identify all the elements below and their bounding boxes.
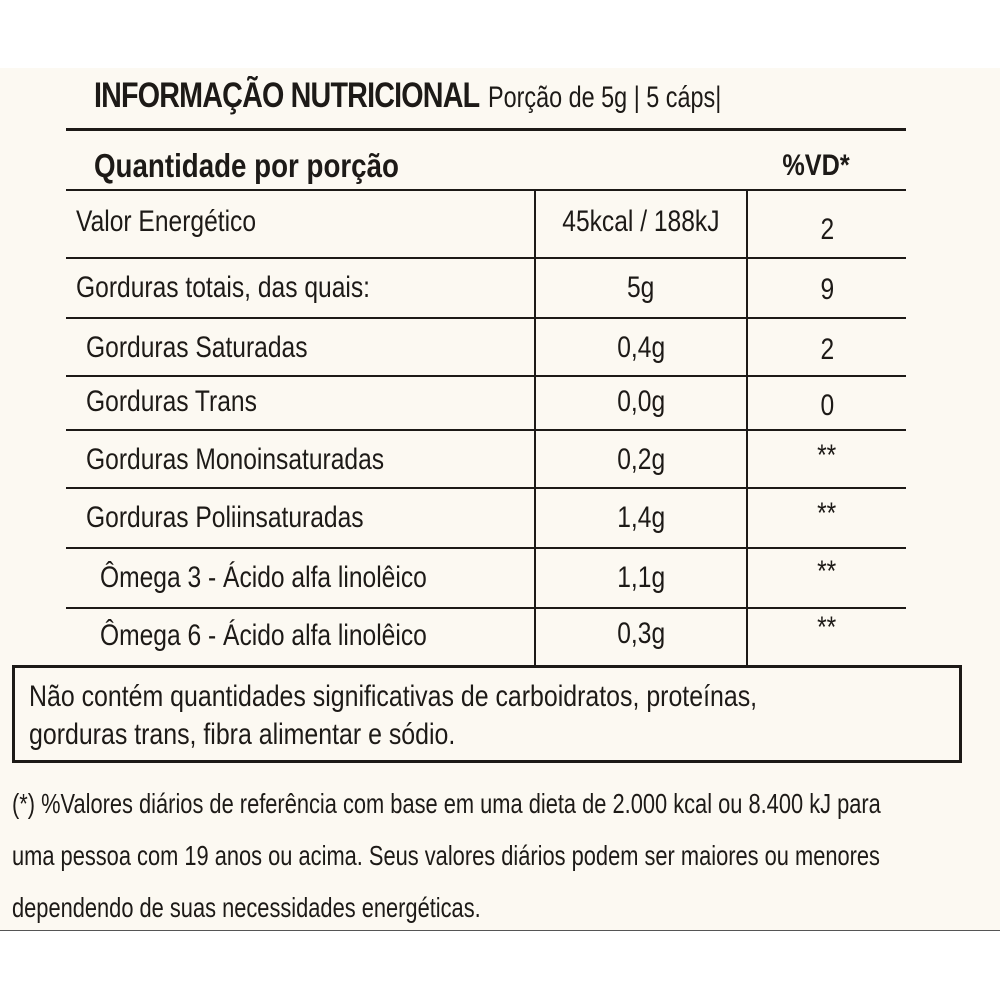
footnote-line: (*) %Valores diários de referência com base em uma dieta de 2.000 kcal ou 8.400 kJ para: [12, 788, 881, 819]
vd-header: %VD*: [782, 149, 850, 182]
header-divider: [66, 189, 906, 191]
nutrient-name: Gorduras Saturadas: [86, 331, 308, 364]
nutrient-name: Gorduras Trans: [86, 385, 257, 418]
nutrient-vd: **: [817, 611, 837, 644]
nutrient-vd: 2: [820, 333, 834, 366]
nutrient-amount: 0,0g: [617, 385, 665, 418]
notice-line: Não contém quantidades significativas de carboidratos, proteínas,: [29, 680, 758, 713]
nutrient-amount: 0,2g: [617, 443, 665, 476]
nutrient-name: Ômega 6 - Ácido alfa linolêico: [100, 619, 427, 652]
nutrient-amount: 0,4g: [617, 331, 665, 364]
nutrient-name: Gorduras totais, das quais:: [76, 271, 370, 304]
quantity-header: Quantidade por porção: [94, 147, 399, 184]
nutrient-amount: 0,3g: [617, 617, 665, 650]
nutrient-amount: 1,4g: [617, 501, 665, 534]
footnote: [12, 778, 1000, 934]
notice-line: gorduras trans, fibra alimentar e sódio.: [29, 718, 456, 751]
nutrient-vd: **: [817, 497, 837, 530]
nutrient-vd: 9: [820, 273, 834, 306]
nutrient-name: Valor Energético: [76, 205, 257, 238]
nutrient-amount: 1,1g: [617, 561, 665, 594]
nutrient-vd: **: [817, 555, 837, 588]
footnote-line: dependendo de suas necessidades energéticas.: [12, 892, 481, 923]
nutrition-table: [66, 128, 906, 665]
nutrient-amount: 5g: [627, 271, 655, 304]
notice-box: [12, 665, 962, 763]
nutrient-vd: **: [817, 439, 837, 472]
nutrient-vd: 2: [820, 213, 834, 246]
portion-size: Porção de 5g | 5 cáps|: [487, 81, 722, 114]
nutrient-name: Gorduras Monoinsaturadas: [86, 443, 385, 476]
nutrient-vd: 0: [820, 389, 834, 422]
title-row: [94, 76, 854, 126]
table-title: INFORMAÇÃO NUTRICIONAL: [94, 76, 480, 115]
nutrient-amount: 45kcal / 188kJ: [562, 205, 720, 238]
footnote-line: uma pessoa com 19 anos ou acima. Seus valores diários podem ser maiores ou menores: [12, 840, 880, 871]
nutrient-name: Ômega 3 - Ácido alfa linolêico: [100, 561, 427, 594]
nutrient-name: Gorduras Poliinsaturadas: [86, 501, 364, 534]
